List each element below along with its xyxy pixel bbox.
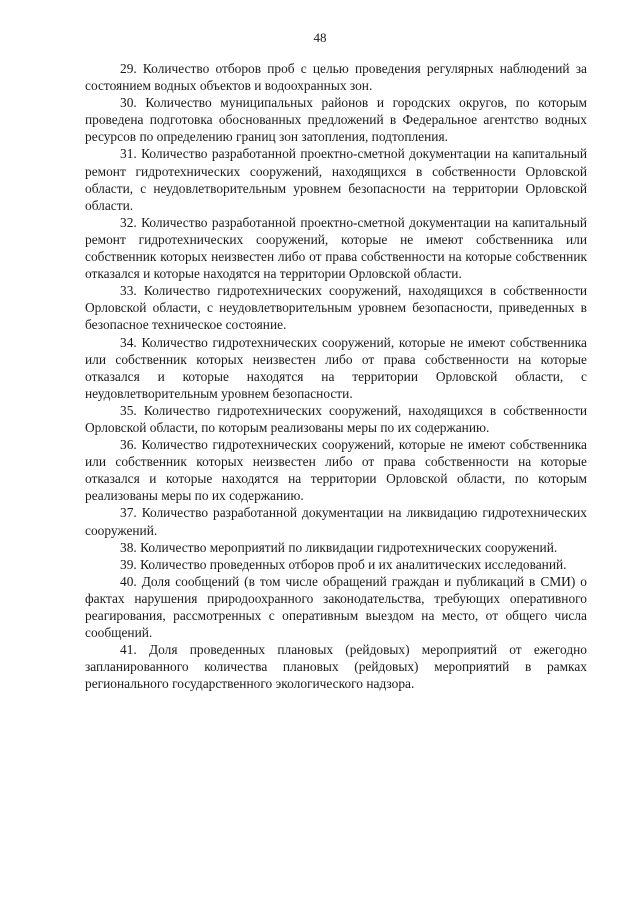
list-item-33: 33. Количество гидротехнических сооружений, находящихся в собственности Орловской области, с неудовлетворительным уровнем безопасности, приведенных в безопасное техническое состояние. bbox=[85, 283, 587, 333]
list-item-41: 41. Доля проведенных плановых (рейдовых) мероприятий от ежегодно запланированного количества плановых (рейдовых) мероприятий в рамках регионального государственного экологического надзора. bbox=[85, 642, 587, 692]
list-item-29: 29. Количество отборов проб с целью проведения регулярных наблюдений за состоянием водных объектов и водоохранных зон. bbox=[85, 61, 587, 94]
page-number: 48 bbox=[313, 30, 327, 45]
list-item-35: 35. Количество гидротехнических сооружений, находящихся в собственности Орловской области, по которым реализованы меры по их содержанию. bbox=[85, 402, 587, 435]
list-item-38: 38. Количество мероприятий по ликвидации гидротехнических сооружений. bbox=[120, 539, 558, 555]
list-item-39: 39. Количество проведенных отборов проб и их аналитических исследований. bbox=[120, 556, 567, 572]
list-item-30: 30. Количество муниципальных районов и городских округов, по которым проведена подготовка обоснованных предложений в Федеральное агентство водных ресурсов по определению границ зон затопления, подтопления. bbox=[85, 95, 587, 145]
list-item-32: 32. Количество разработанной проектно-сметной документации на капитальный ремонт гидротехнических сооружений, которые не имеют собственника или собственник которых неизвестен либо от права собственности на которые собственник отказался и которые находятся на территории Орловской области. bbox=[85, 214, 587, 282]
list-item-36: 36. Количество гидротехнических сооружений, которые не имеют собственника или собственник которых неизвестен либо от права собственности на которые отказался и которые находятся на территории Орловской области, по которым реализованы меры по их содержанию. bbox=[85, 437, 587, 504]
list-item-40: 40. Доля сообщений (в том числе обращений граждан и публикаций в СМИ) о фактах нарушения природоохранного законодательства, требующих оперативного реагирования, рассмотренных с оперативным выездом на место, от общего числа сообщений. bbox=[85, 573, 587, 641]
document-body bbox=[85, 60, 587, 692]
list-item-34: 34. Количество гидротехнических сооружений, которые не имеют собственника или собственник которых неизвестен либо от права собственности на которые отказался и которые находятся на территории Орловской области, с неудовлетворительным уровнем безопасности. bbox=[85, 334, 587, 401]
list-item-31: 31. Количество разработанной проектно-сметной документации на капитальный ремонт гидротехнических сооружений, находящихся в собственности Орловской области, с неудовлетворительным уровнем безопасности на территории Орловской области. bbox=[85, 146, 587, 213]
list-item-37: 37. Количество разработанной документации на ликвидацию гидротехнических сооружений. bbox=[85, 505, 587, 538]
